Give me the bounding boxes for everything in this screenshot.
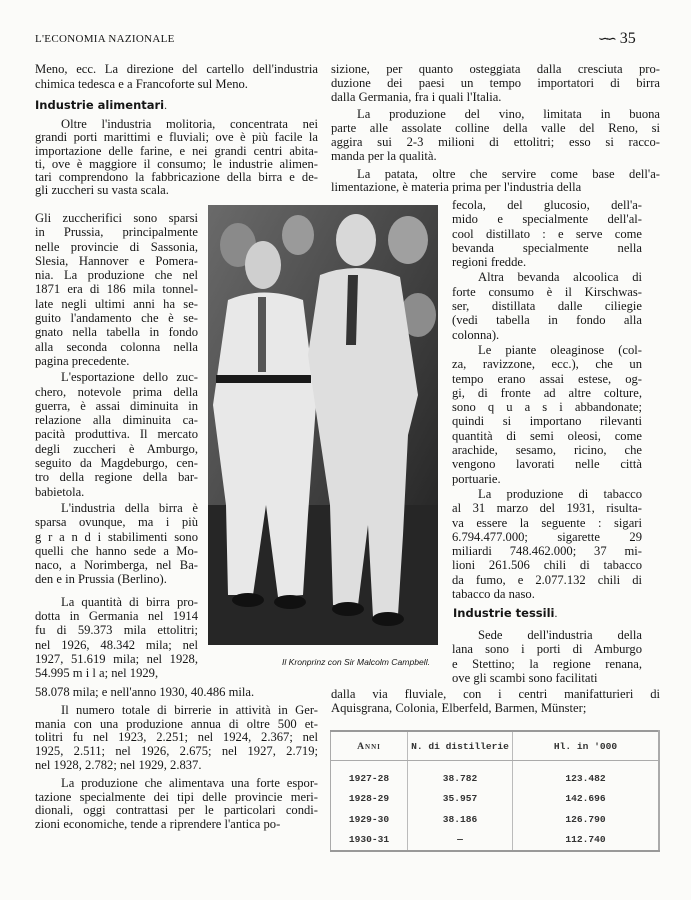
heading-text: Industrie alimentari [35, 98, 165, 112]
paragraph [35, 704, 318, 773]
paragraph [35, 501, 198, 587]
text-line: bevanda specialmente nella [452, 240, 642, 255]
text-line: late negli ultimi anni ha se- [35, 296, 198, 311]
text-line: ove gli scambi sono facilitati [452, 670, 598, 685]
text-line: miliardi 748.462.000; 37 mi- [452, 544, 642, 559]
text-line: lioni 261.506 chili di tabacco [452, 558, 642, 573]
text-line: aggira sui 2-3 milioni di ettolitri; esso si racco- [331, 135, 660, 149]
cell-hl: 123.482 [513, 761, 660, 789]
text-line: 6.794.477.000; sigarette 29 [452, 529, 642, 544]
text-line: Il numero totale di birrerie in attività in Ger- [61, 703, 318, 717]
text-line: chimica tedesca e a Francoforte sul Meno. [35, 76, 248, 91]
text-line: relazione alla diminuita ca- [35, 413, 198, 428]
text-line: Sede dell'industria della [478, 628, 642, 642]
paragraph [35, 595, 198, 681]
text-line: La quantità di birra pro- [61, 594, 198, 609]
text-line: g r a n d i stabilimenti sono [35, 529, 198, 544]
text-line: forte consumo è il Kirschwas- [452, 284, 642, 299]
cell-distillerie: 35.957 [408, 789, 513, 810]
text-line: degli zuccheri è Amburgo, [35, 441, 198, 456]
text-line: grandi porti marittimi e fluviali; ove è più facile la [35, 131, 318, 145]
text-block-left-bottom [35, 686, 318, 832]
distillery-table [330, 730, 660, 852]
text-line: seguito da Magdeburgo, cen- [35, 456, 198, 471]
text-line: Oltre l'industria molitoria, concentrata nei [61, 118, 318, 131]
text-line: pagina precedente. [35, 353, 130, 368]
text-line: manda per la qualità. [331, 149, 437, 163]
cell-hl: 142.696 [513, 789, 660, 810]
text-block-left-narrow [35, 211, 198, 681]
paragraph [452, 198, 642, 269]
cell-distillerie: 38.186 [408, 809, 513, 830]
table-row [331, 809, 660, 830]
text-line: den e in Prussia (Berlino). [35, 572, 167, 587]
text-line: mido e specialmente dell'al- [452, 212, 642, 227]
text-line: La produzione di tabacco [478, 486, 642, 501]
text-line: Meno, ecc. La direzione del cartello dell'industria [35, 62, 318, 76]
text-line: guito l'andamento che è se- [35, 311, 198, 326]
paragraph [35, 686, 318, 700]
text-line: arachide, sesamo, ricino, che [452, 443, 642, 458]
text-line: fecola, del glucosio, dell'a- [452, 198, 642, 212]
text-line: vengono lavorati nelle città [452, 457, 642, 472]
cell-anni: 1927-28 [331, 761, 408, 789]
paragraph [452, 270, 642, 341]
paragraph [452, 343, 642, 486]
text-line: ti, ove è maggiore il consumo; le industrie alimen- [35, 157, 318, 171]
photograph [208, 205, 438, 645]
text-line: colonna). [452, 327, 500, 342]
text-line: Gli zuccherifici sono sparsi [35, 211, 198, 225]
text-line: 58.078 mila; e nell'anno 1930, 40.486 mila. [35, 686, 255, 699]
text-line: La produzione del vino, limitata in buona [357, 108, 660, 122]
text-block-alimentari [35, 118, 318, 198]
text-line: va essere la seguente : sigari [452, 515, 642, 530]
table-header-row [331, 731, 660, 761]
cell-anni: 1929-30 [331, 809, 408, 830]
table-row [331, 789, 660, 810]
cell-distillerie: — [408, 830, 513, 852]
paragraph [35, 211, 198, 368]
text-line: sono q u a s i abbandonate; [452, 400, 642, 415]
text-block-tessili-narrow [452, 628, 642, 685]
text-line: parte alle assolate colline della valle del Reno, si [331, 122, 660, 136]
text-line: importazione delle farine, e nei grandi centri abita- [35, 144, 318, 158]
table-row [331, 761, 660, 789]
text-line: lana sono i porti di Amburgo [452, 642, 642, 657]
text-line: e Stettino; la regione renana, [452, 656, 642, 671]
text-line: tabacco da naso. [452, 587, 535, 602]
text-line: chero, notevole prima della [35, 384, 198, 399]
section-heading-tessili: Industrie tessili. [453, 606, 558, 620]
text-line: in Prussia, principalmente [35, 225, 198, 240]
text-line: 1927, 51.619 mila; nel 1928, [35, 651, 198, 666]
text-line: L'esportazione dello zuc- [61, 370, 198, 385]
text-line: nia. La produzione che nel [35, 268, 198, 283]
text-line: nel 1926, 48.342 mila; nel [35, 637, 198, 652]
text-line: ser, distillata dalle ciliegie [452, 299, 642, 314]
text-line: limentazione, è materia prima per l'industria della [331, 181, 582, 195]
text-line: regioni fredde. [452, 255, 527, 270]
photo-kronprinz-campbell [208, 205, 438, 645]
text-line: (vedi tabella in fondo alla [452, 313, 642, 328]
text-line: tazione specialmente dei tipi delle provincie meri- [35, 790, 318, 804]
text-line: quindi si importano rilevanti [452, 414, 642, 429]
text-line: cool distillato : e serve come [452, 226, 642, 241]
text-line: Aquisgrana, Colonia, Elberfeld, Barmen, Münster; [331, 701, 587, 715]
text-block-right-narrow [452, 198, 642, 601]
text-line: La produzione che alimentava una forte espor- [61, 776, 318, 790]
text-line: gnato nella tabella in fondo [35, 325, 198, 340]
cell-anni: 1928-29 [331, 789, 408, 810]
text-line: quelli che hanno sede a Mo- [35, 543, 198, 558]
paragraph [331, 63, 660, 104]
column-header-hl: Hl. in '000 [513, 731, 660, 761]
text-block-right-top [331, 63, 660, 195]
text-line: dionali, oggi contrattasi per le particolari condi- [35, 804, 318, 818]
page-number [598, 30, 636, 48]
paragraph [452, 628, 642, 685]
text-line: babietola. [35, 484, 85, 499]
text-line: dalla Germania, fra i quali l'Italia. [331, 90, 502, 104]
text-line: L'industria della birra è [61, 500, 198, 515]
paragraph [331, 687, 660, 715]
cell-hl: 126.790 [513, 809, 660, 830]
text-line: Slesia, Hannover e Pomera- [35, 253, 198, 268]
text-line: tempo erano assai estese, og- [452, 371, 642, 386]
text-line: tolitri fu nel 1923, 2.251; nel 1924, 2.367; nel [35, 731, 318, 745]
text-line: dalla via fluviale, con i centri manifatturieri di [331, 687, 660, 701]
text-line: fu di 59.373 mila ettolitri; [35, 623, 198, 638]
paragraph [331, 108, 660, 163]
text-line: zioni economiche, tende a riprendere l'antica po- [35, 818, 281, 832]
text-line: gli zuccheri su vasta scala. [35, 184, 169, 198]
paragraph [35, 777, 318, 832]
text-line: La patata, oltre che servire come base dell'a- [357, 167, 660, 181]
column-header-distillerie: N. di distillerie [408, 731, 513, 761]
text-line: gi, di fronte ad altre colture, [452, 385, 642, 400]
text-line: naco, a Norimberga, nel Ba- [35, 558, 198, 573]
text-line: 54.995 m i l a; nel 1929, [35, 666, 159, 681]
paragraph [331, 168, 660, 196]
text-line: alla seconda colonna nella [35, 339, 198, 354]
text-line: al 31 marzo del 1931, risulta- [452, 501, 642, 516]
text-line: nelle provincie di Sassonia, [35, 239, 198, 254]
text-line: nel 1928, 2.782; nel 1929, 2.837. [35, 758, 202, 772]
text-block-intro [35, 62, 318, 91]
text-line: guerra, è assai diminuita in [35, 398, 198, 413]
cell-hl: 112.740 [513, 830, 660, 852]
text-line: mania con una produzione annua di oltre 500 et- [35, 717, 318, 731]
paragraph [35, 370, 198, 499]
ornament-icon: ∽∽ [598, 31, 614, 46]
section-heading-alimentari: Industrie alimentari. [35, 98, 168, 112]
text-line: za, ravizzone, ecc.), che un [452, 357, 642, 372]
photo-caption: Il Kronprinz con Sir Malcolm Campbell. [281, 657, 430, 667]
cell-anni: 1930-31 [331, 830, 408, 852]
heading-text: Industrie tessili [453, 606, 555, 620]
text-line: 1925, 2.511; nel 1926, 2.675; nel 1927, 2.719; [35, 745, 318, 759]
text-line: Le piante oleaginose (col- [478, 342, 642, 357]
text-line: Altra bevanda alcoolica di [478, 270, 642, 285]
running-header: L'ECONOMIA NAZIONALE [35, 33, 175, 45]
table-row [331, 830, 660, 852]
text-line: duzione dei paesi un tempo importatori di birra [331, 76, 660, 90]
text-line: portuarie. [452, 471, 501, 486]
column-header-anni: Anni [331, 731, 408, 761]
text-line: quantità di semi oleosi, come [452, 428, 642, 443]
text-line: 1871 era di 186 mila tonnel- [35, 282, 198, 297]
text-line: sizione, per quanto osteggiata dalla cresciuta pro- [331, 63, 660, 76]
paragraph [35, 62, 318, 91]
text-line: sparsa ovunque, ma i più [35, 515, 198, 530]
cell-distillerie: 38.782 [408, 761, 513, 789]
text-line: tro della regione della bar- [35, 470, 198, 485]
page-number-value: 35 [619, 30, 636, 47]
text-line: dotta in Germania nel 1914 [35, 609, 198, 624]
paragraph [452, 487, 642, 601]
paragraph [35, 118, 318, 198]
text-line: da fumo, e 2.077.132 chili di [452, 572, 642, 587]
text-line: pacità produttiva. Il mercato [35, 427, 198, 442]
text-line: tari comprendono la fabbricazione della birra e de- [35, 171, 318, 185]
text-block-tessili-wide [331, 687, 660, 715]
